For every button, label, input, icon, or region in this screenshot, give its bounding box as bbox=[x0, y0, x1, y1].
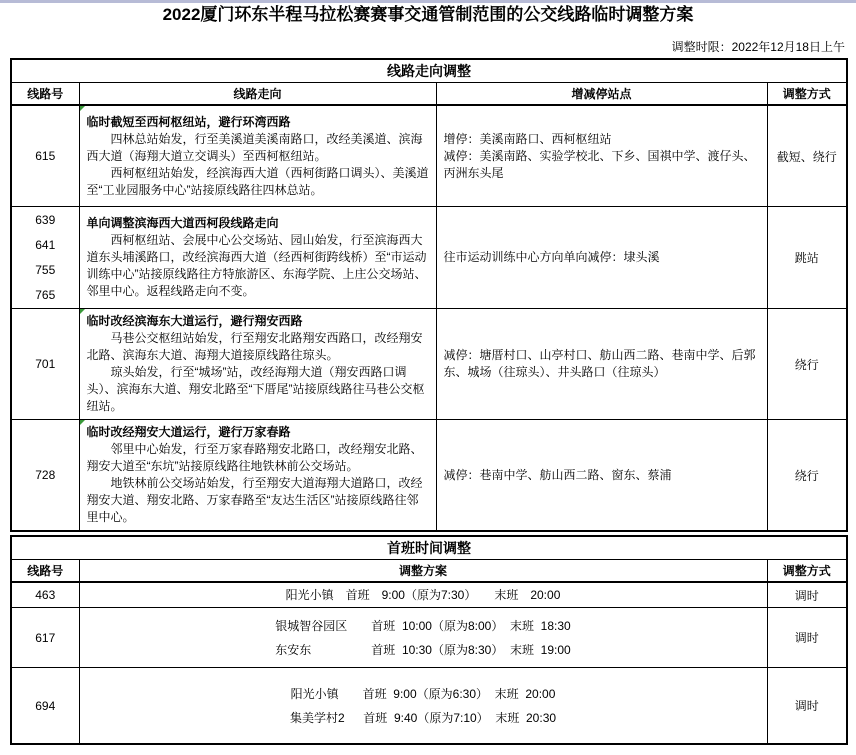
stop-changes-cell bbox=[436, 105, 767, 207]
page-title: 2022厦门环东半程马拉松赛赛事交通管制范围的公交线路临时调整方案 bbox=[162, 5, 694, 24]
method-cell: 调时 bbox=[767, 582, 847, 608]
stops-line: 往市运动训练中心方向单向减停：埭头溪 bbox=[443, 250, 660, 264]
table-row bbox=[11, 309, 847, 420]
table-row bbox=[11, 420, 847, 532]
schedule-plan-cell bbox=[79, 582, 767, 608]
route-number: 615 bbox=[35, 148, 56, 163]
schedule-plan-cell bbox=[79, 668, 767, 745]
table-row bbox=[11, 582, 847, 608]
schedule-line: 东安东 首班 10:30（原为8:30） 末班 19:00 bbox=[275, 642, 571, 657]
route-description-cell bbox=[79, 105, 436, 207]
stop-changes-cell bbox=[436, 309, 767, 420]
route-paragraph: 西柯枢纽站、会展中心公交场站、园山始发，行至滨海西大道东头埔溪路口，改经滨海西大道（经西柯街跨线桥）至“市运动训练中心”站接原线路往方特旅游区、东海学院、上庄公交场站、邻里中心。返程线路走向不变。 bbox=[86, 233, 427, 298]
route-number-cell: 617 bbox=[11, 608, 79, 668]
stop-changes-cell bbox=[436, 207, 767, 309]
method-cell: 调时 bbox=[767, 608, 847, 668]
method-cell: 调时 bbox=[767, 668, 847, 745]
route-title: 单向调整滨海西大道西柯段线路走向 bbox=[86, 216, 279, 230]
route-number: 728 bbox=[35, 467, 56, 482]
schedule-line: 银城智谷园区 首班 10:00（原为8:00） 末班 18:30 bbox=[275, 618, 571, 633]
route-number-cell: 463 bbox=[11, 582, 79, 608]
first-bus-time-table bbox=[10, 535, 848, 745]
column-header-method: 调整方式 bbox=[767, 560, 847, 583]
route-number-cell: 694 bbox=[11, 668, 79, 745]
route-paragraph: 琼头始发，行至“城场”站，改经海翔大道（翔安西路口调头）、滨海东大道、翔安北路至“下厝尾”站接原线路往马巷公交枢纽站。 bbox=[86, 365, 425, 413]
route-number: 701 bbox=[35, 356, 56, 371]
route-number-cell bbox=[11, 105, 79, 207]
column-header-route-description: 线路走向 bbox=[79, 83, 436, 106]
stops-line: 增停：美溪南路口、西柯枢纽站 bbox=[443, 131, 612, 146]
route-paragraph: 马巷公交枢纽站始发，行至翔安北路翔安西路口，改经翔安北路、滨海东大道、海翔大道接原线路往琼头。 bbox=[86, 331, 423, 362]
column-header-route-number: 线路号 bbox=[11, 83, 79, 106]
table-row bbox=[11, 207, 847, 309]
route-number: 641 bbox=[35, 237, 56, 252]
schedule-line: 阳光小镇 首班 9:00（原为7:30） 末班 20:00 bbox=[285, 588, 561, 602]
stops-line: 减停：塘厝村口、山亭村口、舫山西二路、巷南中学、后郭东、城场（往琼头）、井头路口（往琼头） bbox=[443, 348, 756, 379]
stop-changes-cell bbox=[436, 420, 767, 532]
column-header-plan: 调整方案 bbox=[79, 560, 767, 583]
route-number: 639 bbox=[35, 212, 56, 227]
column-header-route-number: 线路号 bbox=[11, 560, 79, 583]
schedule-line: 集美学村2 首班 9:40（原为7:10） 末班 20:30 bbox=[289, 710, 557, 725]
route-number-cell bbox=[11, 207, 79, 309]
excel-error-marker-icon bbox=[80, 106, 85, 111]
column-header-method: 调整方式 bbox=[767, 83, 847, 106]
route-paragraph: 四林总站始发，行至美溪道美溪南路口，改经美溪道、滨海西大道（海翔大道立交调头）至西柯枢纽站。 bbox=[86, 131, 423, 163]
stops-line: 减停：美溪南路、实验学校北、下乡、国祺中学、渡仔头、丙洲东头尾 bbox=[443, 148, 756, 180]
route-title: 临时截短至西柯枢纽站，避行环湾西路 bbox=[86, 114, 291, 129]
excel-error-marker-icon bbox=[80, 309, 85, 314]
adjustment-time-limit: 调整时限：2022年12月18日上午 bbox=[671, 40, 845, 54]
route-number: 765 bbox=[35, 287, 56, 302]
column-header-stop-changes: 增减停站点 bbox=[436, 83, 767, 106]
route-number: 755 bbox=[35, 262, 56, 277]
method-cell: 绕行 bbox=[767, 309, 847, 420]
route-title: 临时改经翔安大道运行，避行万家春路 bbox=[86, 425, 291, 439]
route-title: 临时改经滨海东大道运行，避行翔安西路 bbox=[86, 314, 303, 328]
window-top-strip bbox=[0, 0, 856, 3]
route-description-cell bbox=[79, 309, 436, 420]
schedule-table-section-title: 首班时间调整 bbox=[11, 536, 847, 560]
route-table-section-title: 线路走向调整 bbox=[11, 59, 847, 83]
route-number-cell bbox=[11, 309, 79, 420]
schedule-line: 阳光小镇 首班 9:00（原为6:30） 末班 20:00 bbox=[290, 686, 556, 701]
route-paragraph: 地铁林前公交场站始发，行至翔安大道海翔大道路口，改经翔安大道、翔安北路、万家春路至“友达生活区”站接原线路往邻里中心。 bbox=[86, 476, 423, 524]
excel-error-marker-icon bbox=[80, 420, 85, 425]
table-row bbox=[11, 105, 847, 207]
route-description-cell bbox=[79, 420, 436, 532]
table-row bbox=[11, 608, 847, 668]
stops-line: 减停：巷南中学、舫山西二路、窗东、蔡浦 bbox=[443, 467, 672, 482]
method-cell: 绕行 bbox=[767, 420, 847, 532]
route-paragraph: 邻里中心始发，行至万家春路翔安北路口，改经翔安北路、翔安大道至“东坑”站接原线路往地铁林前公交场站。 bbox=[86, 442, 423, 473]
table-row bbox=[11, 668, 847, 745]
method-cell: 截短、绕行 bbox=[767, 105, 847, 207]
route-number-cell bbox=[11, 420, 79, 532]
route-adjustment-table bbox=[10, 58, 848, 532]
method-cell: 跳站 bbox=[767, 207, 847, 309]
schedule-plan-cell bbox=[79, 608, 767, 668]
route-paragraph: 西柯枢纽站始发，经滨海西大道（西柯街路口调头）、美溪道至“工业园服务中心”站接原线路往四林总站。 bbox=[86, 165, 429, 197]
route-description-cell bbox=[79, 207, 436, 309]
